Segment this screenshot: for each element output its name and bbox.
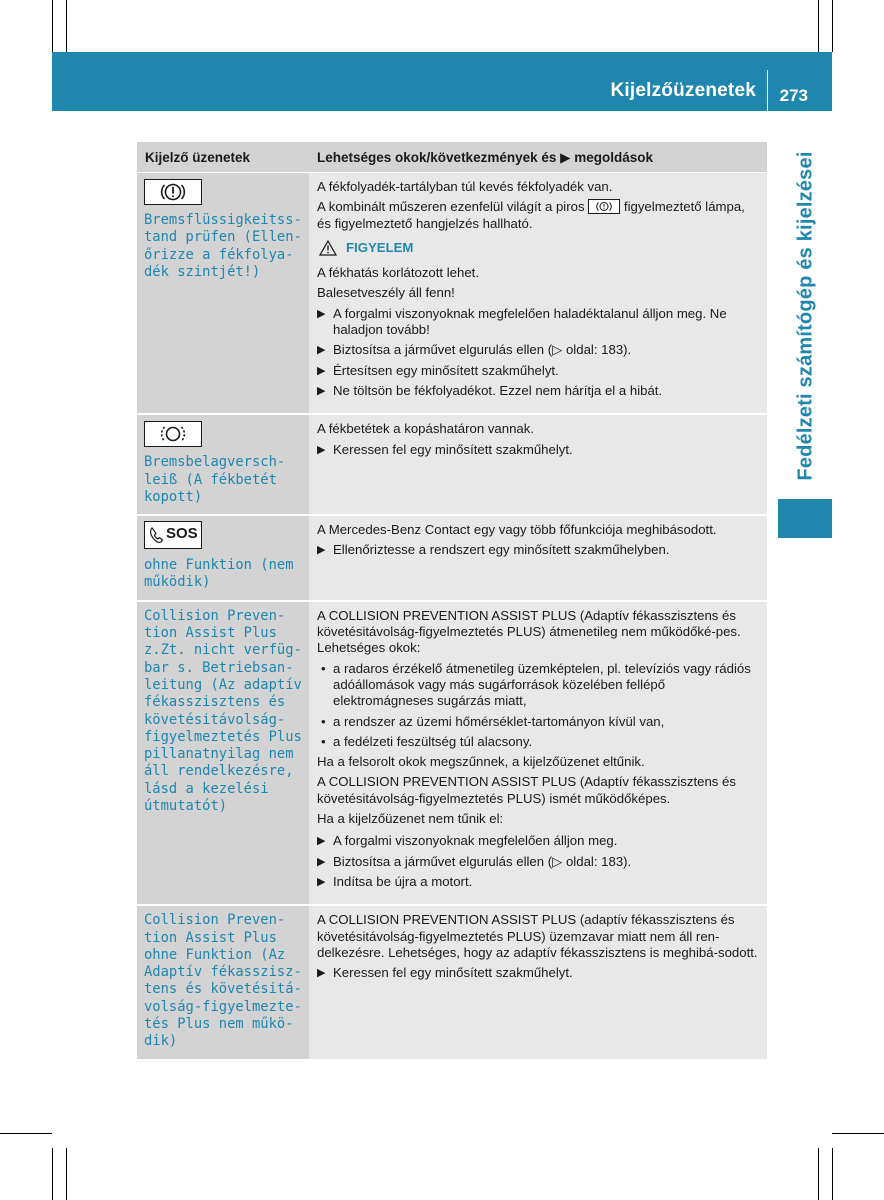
crop-mark bbox=[832, 1133, 884, 1134]
cause-text: A COLLISION PREVENTION ASSIST PLUS (adaptív fékasszisztens és követésitávolság-figyelmeztetés PLUS) üzemzavar miatt nem áll ren-delkezésre. Lehetséges, hogy az adaptív fékasszisztens is meghibá-sodott. bbox=[317, 912, 758, 960]
action-item: ▶ Értesítsen egy minősített szakműhelyt. bbox=[317, 362, 559, 378]
col-header-messages: Kijelző üzenetek bbox=[137, 142, 309, 173]
cause-text: Ha a felsorolt okok megszűnnek, a kijelzőüzenet eltűnik. bbox=[317, 754, 645, 770]
cause-text: A fékbetétek a kopáshatáron vannak. bbox=[317, 421, 535, 437]
crop-mark bbox=[818, 1148, 819, 1200]
arrow-icon: ▶ bbox=[317, 384, 326, 397]
bullet-item: • a radaros érzékelő átmenetileg üzemképtelen, pl. televíziós vagy rádiós adóállomások vagy más sugárforrások közelében fellépő elektromágneses sugárzás miatt, bbox=[321, 660, 751, 709]
action-item: ▶ Keressen fel egy minősített szakműhelyt. bbox=[317, 441, 573, 457]
causes-cell bbox=[309, 414, 767, 515]
causes-cell bbox=[309, 173, 767, 415]
action-item: ▶ A forgalmi viszonyoknak megfelelően álljon meg. bbox=[317, 833, 618, 849]
message-text: Bremsflüssigkeitss- tand prüfen (Ellen- őrizze a fékfolya- dék szintjét!) bbox=[144, 212, 302, 280]
causes-cell bbox=[309, 515, 767, 601]
action-item: ▶ Ellenőriztesse a rendszert egy minősített szakműhelyben. bbox=[317, 542, 670, 558]
crop-mark bbox=[66, 1148, 67, 1200]
action-item: ▶ A forgalmi viszonyoknak megfelelően haladéktalanul álljon meg. Ne haladjon tovább! bbox=[317, 305, 727, 338]
cause-text: A COLLISION PREVENTION ASSIST PLUS (Adaptív fékasszisztens és követésitávolság-figyelmeztetés PLUS) ismét működőképes. bbox=[317, 774, 736, 806]
arrow-icon: ▶ bbox=[317, 875, 326, 888]
warning-heading: FIGYELEM bbox=[319, 240, 762, 256]
message-text: Collision Preven- tion Assist Plus ohne Funktion (Az Adaptív fékasszisz- tens és követésitá- volság-figyelmezte- tés Plus nem műkö- dik) bbox=[144, 912, 302, 1050]
message-cell bbox=[137, 601, 309, 905]
causes-cell bbox=[309, 601, 767, 905]
crop-mark bbox=[52, 0, 53, 52]
message-cell bbox=[137, 173, 309, 415]
table-row bbox=[137, 905, 767, 1059]
crop-mark bbox=[832, 1148, 833, 1200]
message-text: Bremsbelagversch- leiß (A fékbetét kopott) bbox=[144, 454, 286, 505]
chapter-tab-marker bbox=[778, 499, 832, 538]
arrow-icon: ▶ bbox=[317, 544, 326, 557]
table-row bbox=[137, 173, 767, 415]
col-header-causes: Lehetséges okok/következmények és ▶ megoldások bbox=[309, 142, 767, 173]
sos-phone-icon bbox=[144, 521, 202, 549]
display-messages-table bbox=[137, 142, 767, 1061]
table-row bbox=[137, 515, 767, 601]
cause-text: Ha a kijelzőüzenet nem tűnik el: bbox=[317, 811, 504, 827]
page-number: 273 bbox=[779, 86, 808, 105]
arrow-icon: ▶ bbox=[317, 364, 326, 377]
action-item: ▶ Keressen fel egy minősített szakműhelyt. bbox=[317, 965, 573, 981]
arrow-icon: ▶ bbox=[317, 443, 326, 456]
cause-text: A kombinált műszeren ezenfelül világít a piros figyelmeztető lámpa, és figyelmeztető hangjelzés hallható. bbox=[317, 199, 745, 231]
crop-mark bbox=[66, 0, 67, 52]
arrow-icon: ▶ bbox=[317, 344, 326, 357]
brake-warning-lamp-icon bbox=[588, 199, 620, 214]
arrow-icon: ▶ bbox=[317, 307, 326, 320]
crop-mark bbox=[832, 0, 833, 52]
brake-pad-wear-icon bbox=[144, 421, 202, 447]
cause-text: A fékhatás korlátozott lehet. bbox=[317, 265, 480, 281]
cause-text: A COLLISION PREVENTION ASSIST PLUS (Adaptív fékasszisztens és követésitávolság-figyelmeztetés PLUS) átmenetileg nem működőké-pes. Lehetséges okok: bbox=[317, 607, 741, 656]
page-title: Kijelzőüzenetek bbox=[610, 80, 756, 101]
action-item: ▶ Biztosítsa a járművet elgurulás ellen (▷ oldal: 183). bbox=[317, 342, 632, 358]
bullet-item: • a rendszer az üzemi hőmérséklet-tartományon kívül van, bbox=[321, 713, 665, 729]
causes-cell bbox=[309, 905, 767, 1059]
action-item: ▶ Biztosítsa a járművet elgurulás ellen (▷ oldal: 183). bbox=[317, 853, 632, 869]
action-item: ▶ Indítsa be újra a motort. bbox=[317, 873, 473, 889]
table-header-row bbox=[137, 142, 767, 173]
cause-text: Balesetveszély áll fenn! bbox=[317, 285, 455, 301]
table-row bbox=[137, 601, 767, 905]
sos-label: SOS bbox=[166, 525, 198, 543]
crop-mark bbox=[818, 0, 819, 52]
message-cell bbox=[137, 414, 309, 515]
crop-mark bbox=[52, 1148, 53, 1200]
table-row bbox=[137, 414, 767, 515]
chapter-side-title: Fedélzeti számítógép és kijelzései bbox=[794, 151, 817, 481]
warning-triangle-icon bbox=[319, 240, 337, 256]
bullet-item: • a fedélzeti feszültség túl alacsony. bbox=[321, 733, 533, 749]
cause-text: A fékfolyadék-tartályban túl kevés fékfolyadék van. bbox=[317, 179, 613, 194]
header-divider bbox=[767, 70, 768, 111]
action-item: ▶ Ne töltsön be fékfolyadékot. Ezzel nem hárítja el a hibát. bbox=[317, 382, 663, 398]
arrow-icon: ▶ bbox=[317, 967, 326, 980]
cause-text: A Mercedes-Benz Contact egy vagy több főfunkciója meghibásodott. bbox=[317, 522, 717, 538]
arrow-icon: ▶ bbox=[317, 835, 326, 848]
message-cell bbox=[137, 515, 309, 601]
header-bar bbox=[52, 52, 832, 111]
arrow-icon: ▶ bbox=[317, 855, 326, 868]
brake-fluid-warning-icon bbox=[144, 179, 202, 205]
message-cell bbox=[137, 905, 309, 1059]
crop-mark bbox=[0, 1133, 52, 1134]
message-text: ohne Funktion (nem működik) bbox=[144, 557, 294, 591]
message-text: Collision Preven- tion Assist Plus z.Zt. nicht verfüg- bar s. Betriebsan- leitung (Az adaptív fékasszisztens és követésitávolság- figyelmeztetés Plus pillanatnyilag nem áll rendelkezésre, lásd a kezelési útmutatót) bbox=[144, 607, 302, 815]
